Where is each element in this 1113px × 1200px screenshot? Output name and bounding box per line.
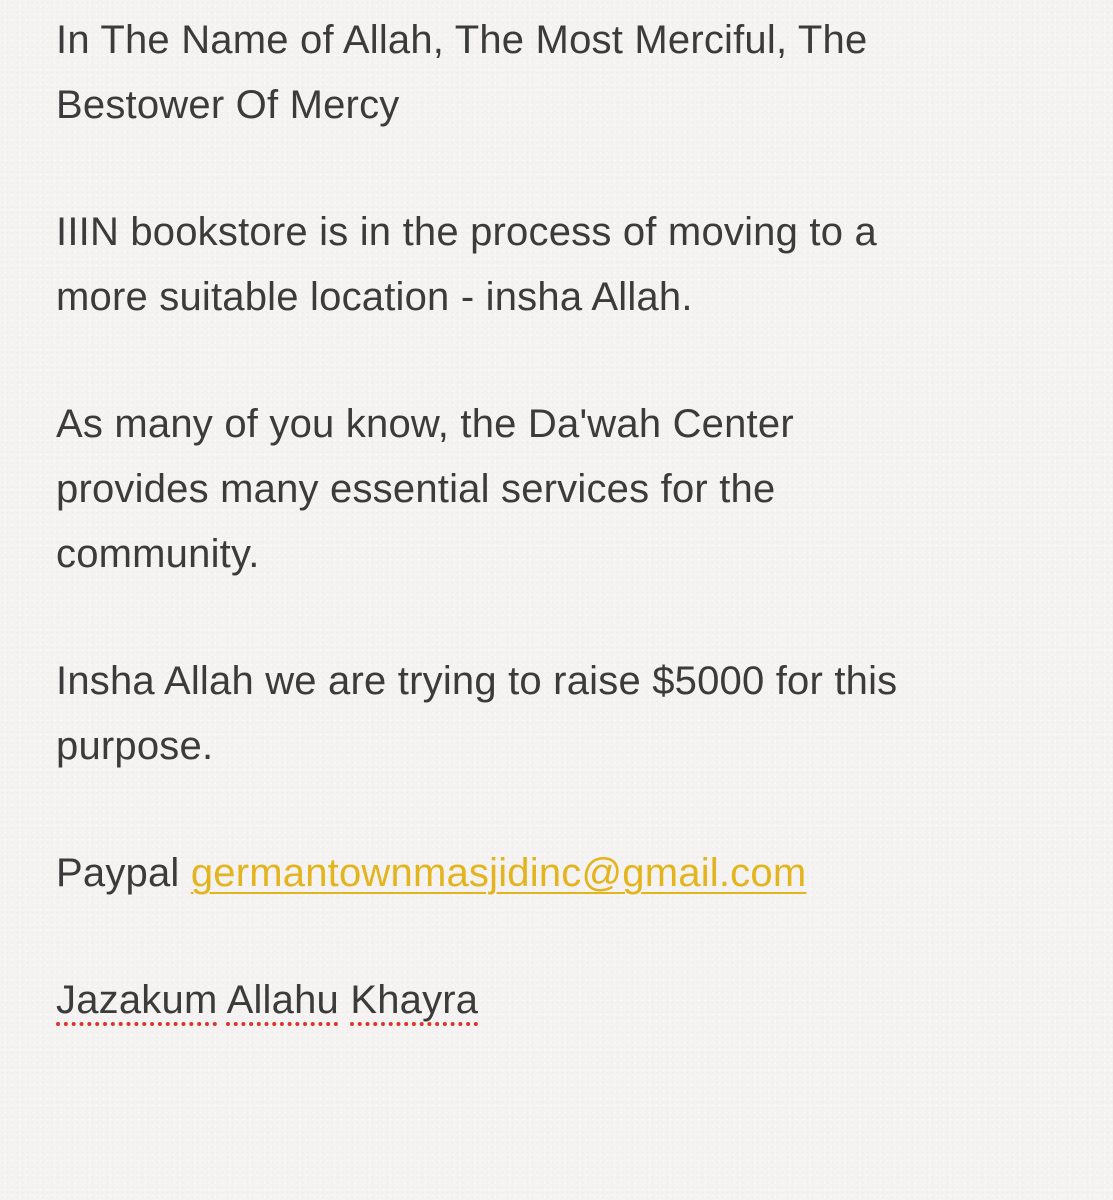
- paypal-email-link[interactable]: germantownmasjidinc@gmail.com: [190, 851, 807, 895]
- closing-word-jazakum[interactable]: Jazakum: [56, 978, 218, 1022]
- blank-line: [56, 138, 1066, 200]
- bismillah-paragraph: [56, 8, 1066, 138]
- blank-line: [56, 587, 1066, 649]
- center-line-2: provides many essential services for the: [56, 467, 776, 511]
- blank-line: [56, 906, 1066, 968]
- closing-word-allahu[interactable]: Allahu: [226, 978, 339, 1022]
- fundraising-paragraph: [56, 649, 1066, 779]
- bookstore-paragraph: [56, 200, 1066, 330]
- raise-line-2: purpose.: [56, 724, 214, 768]
- blank-line: [56, 779, 1066, 841]
- bismillah-line-2: Bestower Of Mercy: [56, 83, 400, 127]
- closing-paragraph: [56, 968, 1066, 1033]
- bookstore-line-2: more suitable location - insha Allah.: [56, 275, 693, 319]
- center-line-1: As many of you know, the Da'wah Center: [56, 402, 794, 446]
- dawah-center-paragraph: [56, 392, 1066, 587]
- paypal-paragraph: [56, 841, 1066, 906]
- note-body[interactable]: [56, 8, 1066, 1033]
- closing-word-khayra[interactable]: Khayra: [350, 978, 479, 1022]
- bismillah-line-1: In The Name of Allah, The Most Merciful, The: [56, 18, 868, 62]
- blank-line: [56, 330, 1066, 392]
- raise-line-1: Insha Allah we are trying to raise $5000 for this: [56, 659, 898, 703]
- center-line-3: community.: [56, 532, 260, 576]
- bookstore-line-1: IIIN bookstore is in the process of moving to a: [56, 210, 877, 254]
- paypal-label: Paypal: [56, 851, 180, 895]
